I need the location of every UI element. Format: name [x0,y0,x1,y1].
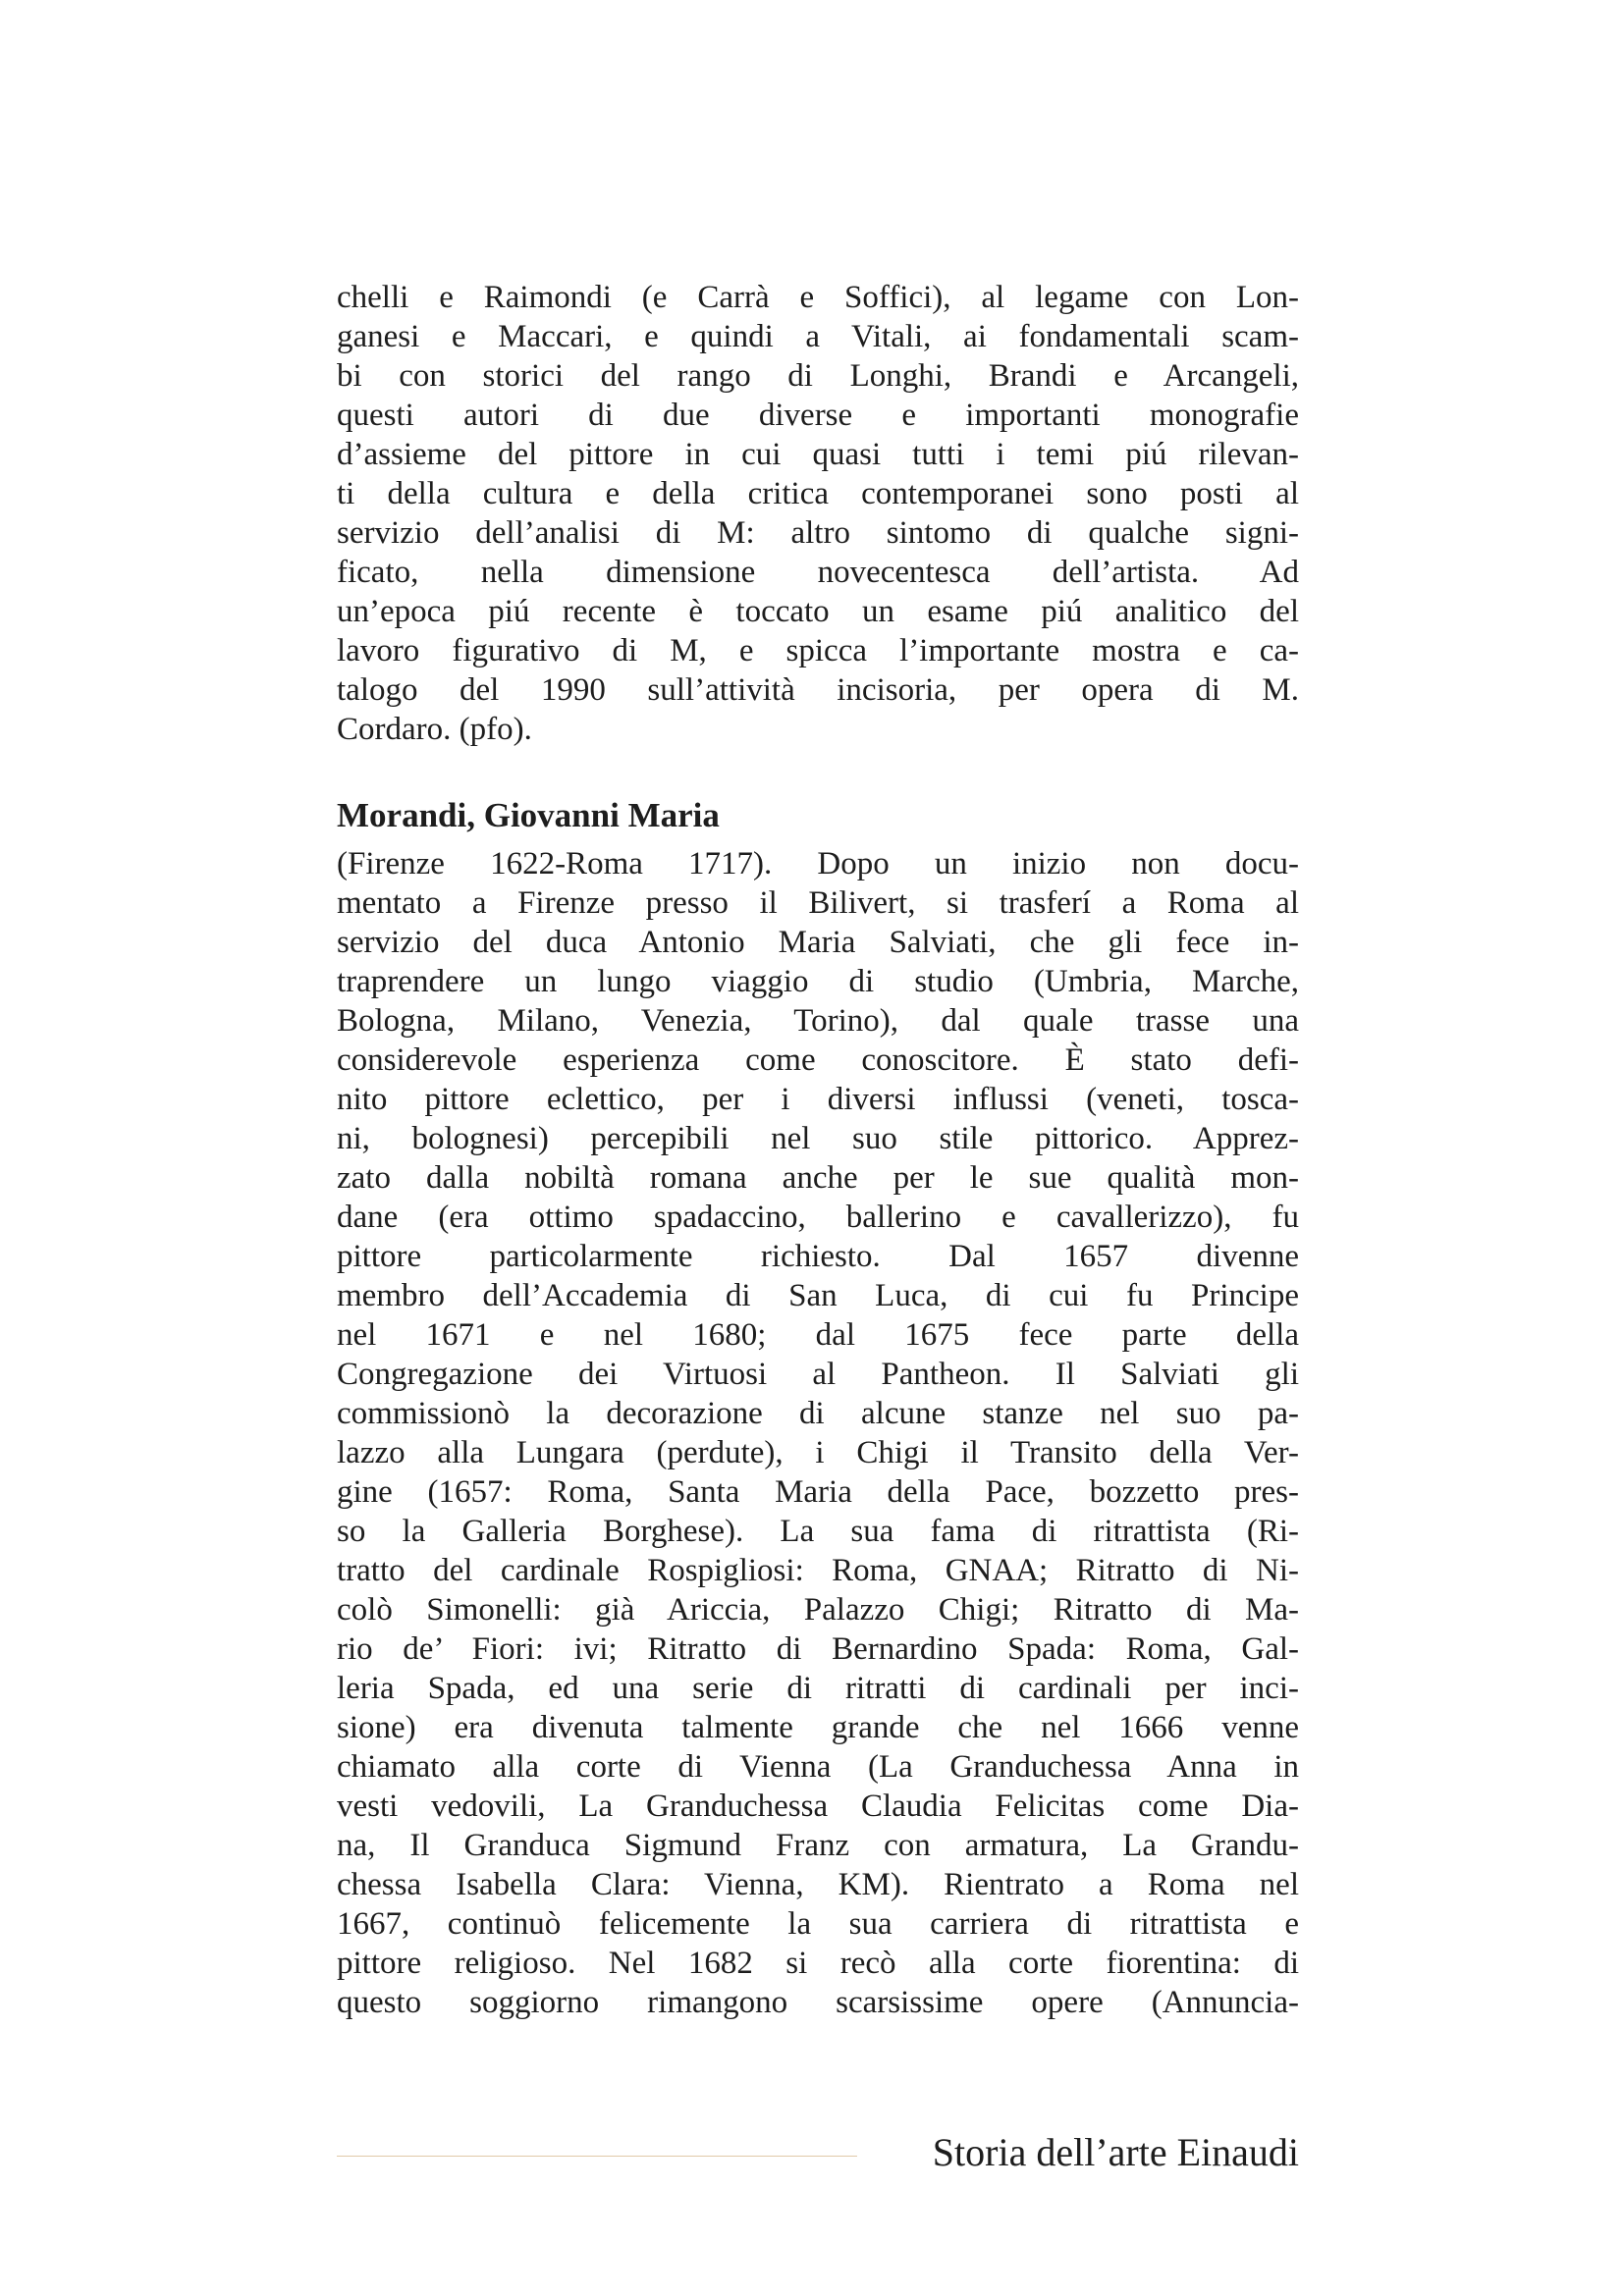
text-line: lavoro figurativo di M, e spicca l’importante mostra e ca- [337,633,1299,668]
text-line: servizio dell’analisi di M: altro sintomo di qualche signi- [337,515,1299,551]
entry-paragraph [337,844,1299,2022]
text-line: na, Il Granduca Sigmund Franz con armatura, La Grandu- [337,1828,1299,1863]
entry-heading: Morandi, Giovanni Maria [337,796,720,834]
text-line: chessa Isabella Clara: Vienna, KM). Rientrato a Roma nel [337,1867,1299,1902]
continuation-paragraph [337,278,1299,749]
text-line: considerevole esperienza come conoscitore. È stato defi- [337,1042,1299,1078]
text-line: dane (era ottimo spadaccino, ballerino e cavallerizzo), fu [337,1200,1299,1235]
footer-rule [337,2156,857,2157]
text-line: Bologna, Milano, Venezia, Torino), dal quale trasse una [337,1003,1299,1039]
text-line: questo soggiorno rimangono scarsissime opere (Annuncia- [337,1985,1299,2020]
text-line: d’assieme del pittore in cui quasi tutti i temi piú rilevan- [337,437,1299,472]
text-line: questi autori di due diverse e importanti monografie [337,398,1299,433]
text-line: chelli e Raimondi (e Carrà e Soffici), al legame con Lon- [337,280,1299,315]
text-line: vesti vedovili, La Granduchessa Claudia Felicitas come Dia- [337,1789,1299,1824]
text-line: bi con storici del rango di Longhi, Brandi e Arcangeli, [337,358,1299,394]
text-line: lazzo alla Lungara (perdute), i Chigi il Transito della Ver- [337,1435,1299,1470]
text-line: ti della cultura e della critica contemporanei sono posti al [337,476,1299,511]
text-line: un’epoca piú recente è toccato un esame piú analitico del [337,594,1299,629]
text-line: leria Spada, ed una serie di ritratti di cardinali per inci- [337,1671,1299,1706]
text-line: traprendere un lungo viaggio di studio (Umbria, Marche, [337,964,1299,999]
text-line: talogo del 1990 sull’attività incisoria, per opera di M. [337,672,1299,708]
text-line: Cordaro. (pfo). [337,712,532,747]
footer-title: Storia dell’arte Einaudi [932,2130,1299,2174]
text-line: 1667, continuò felicemente la sua carriera di ritrattista e [337,1906,1299,1942]
text-line: ficato, nella dimensione novecentesca dell’artista. Ad [337,555,1299,590]
text-line: so la Galleria Borghese). La sua fama di ritrattista (Ri- [337,1514,1299,1549]
text-line: (Firenze 1622-Roma 1717). Dopo un inizio non docu- [337,846,1299,881]
text-line: gine (1657: Roma, Santa Maria della Pace, bozzetto pres- [337,1474,1299,1510]
text-line: chiamato alla corte di Vienna (La Granduchessa Anna in [337,1749,1299,1785]
text-line: colò Simonelli: già Ariccia, Palazzo Chigi; Ritratto di Ma- [337,1592,1299,1628]
text-line: nel 1671 e nel 1680; dal 1675 fece parte della [337,1317,1299,1353]
text-line: nito pittore eclettico, per i diversi influssi (veneti, tosca- [337,1082,1299,1117]
text-line: commissionò la decorazione di alcune stanze nel suo pa- [337,1396,1299,1431]
text-line: zato dalla nobiltà romana anche per le sue qualità mon- [337,1160,1299,1196]
text-line: servizio del duca Antonio Maria Salviati, che gli fece in- [337,925,1299,960]
text-line: rio de’ Fiori: ivi; Ritratto di Bernardino Spada: Roma, Gal- [337,1631,1299,1667]
text-line: mentato a Firenze presso il Bilivert, si trasferí a Roma al [337,885,1299,921]
text-line: ganesi e Maccari, e quindi a Vitali, ai fondamentali scam- [337,319,1299,354]
text-line: membro dell’Accademia di San Luca, di cui fu Principe [337,1278,1299,1313]
text-line: pittore particolarmente richiesto. Dal 1657 divenne [337,1239,1299,1274]
text-line: tratto del cardinale Rospigliosi: Roma, GNAA; Ritratto di Ni- [337,1553,1299,1588]
text-line: pittore religioso. Nel 1682 si recò alla corte fiorentina: di [337,1946,1299,1981]
text-line: ni, bolognesi) percepibili nel suo stile pittorico. Apprez- [337,1121,1299,1156]
text-line: sione) era divenuta talmente grande che nel 1666 venne [337,1710,1299,1745]
text-line: Congregazione dei Virtuosi al Pantheon. Il Salviati gli [337,1357,1299,1392]
